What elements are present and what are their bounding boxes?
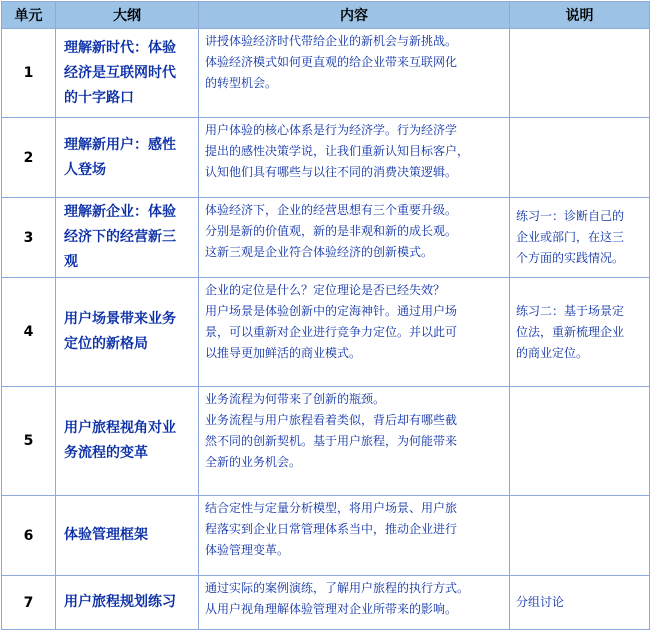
note-line: 企业或部门，在这三 <box>516 230 625 244</box>
content-line: 全新的业务机会。 <box>205 455 302 469</box>
note-cell <box>510 198 650 278</box>
content-cell <box>199 387 510 496</box>
unit-number: 2 <box>2 118 56 198</box>
outline-cell <box>56 198 199 278</box>
outline-line: 的十字路口 <box>64 89 134 106</box>
outline-line: 人登场 <box>64 161 106 178</box>
note-cell <box>510 387 650 496</box>
content-cell <box>199 198 510 278</box>
outline-line: 经济是互联网时代 <box>64 64 176 81</box>
note-line: 个方面的实践情况。 <box>516 251 625 265</box>
note-line: 练习二：基于场景定 <box>516 303 625 318</box>
content-cell <box>199 118 510 198</box>
header-outline: 大纲 <box>56 2 199 29</box>
note-cell <box>510 496 650 576</box>
header-unit: 单元 <box>2 2 56 29</box>
content-line: 企业的定位是什么？定位理论是否已经失效？ <box>205 283 446 297</box>
unit-number: 5 <box>2 387 56 496</box>
table-row <box>2 198 650 278</box>
table-row <box>2 496 650 576</box>
outline-cell <box>56 278 199 387</box>
content-line: 用户体验的核心体系是行为经济学。行为经济学 <box>205 123 458 137</box>
table-row <box>2 29 650 118</box>
outline-cell <box>56 496 199 576</box>
outline-line: 用户旅程视角对业 <box>64 420 176 436</box>
outline-cell <box>56 29 199 118</box>
content-line: 的转型机会。 <box>205 76 278 90</box>
header-row <box>2 2 650 29</box>
course-outline-table <box>1 1 650 630</box>
table-body <box>2 29 650 630</box>
content-line: 体验经济下，企业的经营思想有三个重要升级。 <box>205 203 458 217</box>
outline-line: 经济下的经营新三 <box>64 229 176 245</box>
note-line: 分组讨论 <box>516 595 565 609</box>
table-row <box>2 576 650 630</box>
note-cell <box>510 278 650 387</box>
unit-number: 6 <box>2 496 56 576</box>
outline-cell <box>56 576 199 630</box>
outline-cell <box>56 387 199 496</box>
content-line: 讲授体验经济时代带给企业的新机会与新挑战。 <box>205 34 458 48</box>
outline-line: 理解新用户：感性 <box>64 136 176 153</box>
content-line: 这新三观是企业符合体验经济的创新模式。 <box>205 245 434 259</box>
note-line: 练习一：诊断自己的 <box>516 209 625 223</box>
header-content: 内容 <box>199 2 510 29</box>
note-cell <box>510 118 650 198</box>
outline-line: 定位的新格局 <box>64 336 148 352</box>
outline-line: 体验管理框架 <box>64 527 148 543</box>
content-line: 以推导更加鲜活的商业模式。 <box>205 346 362 360</box>
outline-line: 理解新时代：体验 <box>64 39 176 56</box>
content-line: 从用户视角理解体验管理对企业所带来的影响。 <box>205 602 458 616</box>
header-note: 说明 <box>510 2 650 29</box>
note-cell <box>510 29 650 118</box>
outline-line: 务流程的变革 <box>64 445 148 461</box>
content-line: 然不同的创新契机。基于用户旅程，为何能带来 <box>205 434 458 448</box>
content-line: 体验管理变革。 <box>205 543 290 557</box>
unit-number: 1 <box>2 29 56 118</box>
content-line: 景，可以重新对企业进行竞争力定位。并以此可 <box>205 325 458 339</box>
unit-number: 3 <box>2 198 56 278</box>
content-line: 通过实际的案例演练，了解用户旅程的执行方式。 <box>205 581 470 595</box>
note-cell <box>510 576 650 630</box>
outline-line: 观 <box>64 254 78 270</box>
table-row <box>2 387 650 496</box>
unit-number: 7 <box>2 576 56 630</box>
content-cell <box>199 278 510 387</box>
content-cell <box>199 29 510 118</box>
content-line: 程落实到企业日常管理体系当中，推动企业进行 <box>205 522 458 536</box>
content-cell <box>199 496 510 576</box>
content-line: 结合定性与定量分析模型，将用户场景、用户旅 <box>205 501 458 515</box>
content-line: 业务流程为何带来了创新的瓶颈。 <box>205 392 386 406</box>
content-line: 体验经济模式如何更直观的给企业带来互联网化 <box>205 55 458 69</box>
table-row <box>2 278 650 387</box>
outline-line: 用户场景带来业务 <box>64 311 176 327</box>
content-cell <box>199 576 510 630</box>
content-line: 业务流程与用户旅程看着类似，背后却有哪些截 <box>205 413 458 427</box>
content-line: 认知他们具有哪些与以往不同的消费决策逻辑。 <box>205 165 458 179</box>
content-line: 提出的感性决策学说，让我们重新认知目标客户， <box>205 144 470 158</box>
outline-cell <box>56 118 199 198</box>
content-line: 用户场景是体验创新中的定海神针。通过用户场 <box>205 304 458 318</box>
note-line: 的商业定位。 <box>516 345 589 360</box>
table-row <box>2 118 650 198</box>
outline-line: 用户旅程规划练习 <box>64 594 176 610</box>
unit-number: 4 <box>2 278 56 387</box>
content-line: 分别是新的价值观，新的是非观和新的成长观。 <box>205 224 458 238</box>
outline-line: 理解新企业：体验 <box>64 204 176 220</box>
note-line: 位法，重新梳理企业 <box>516 324 625 339</box>
